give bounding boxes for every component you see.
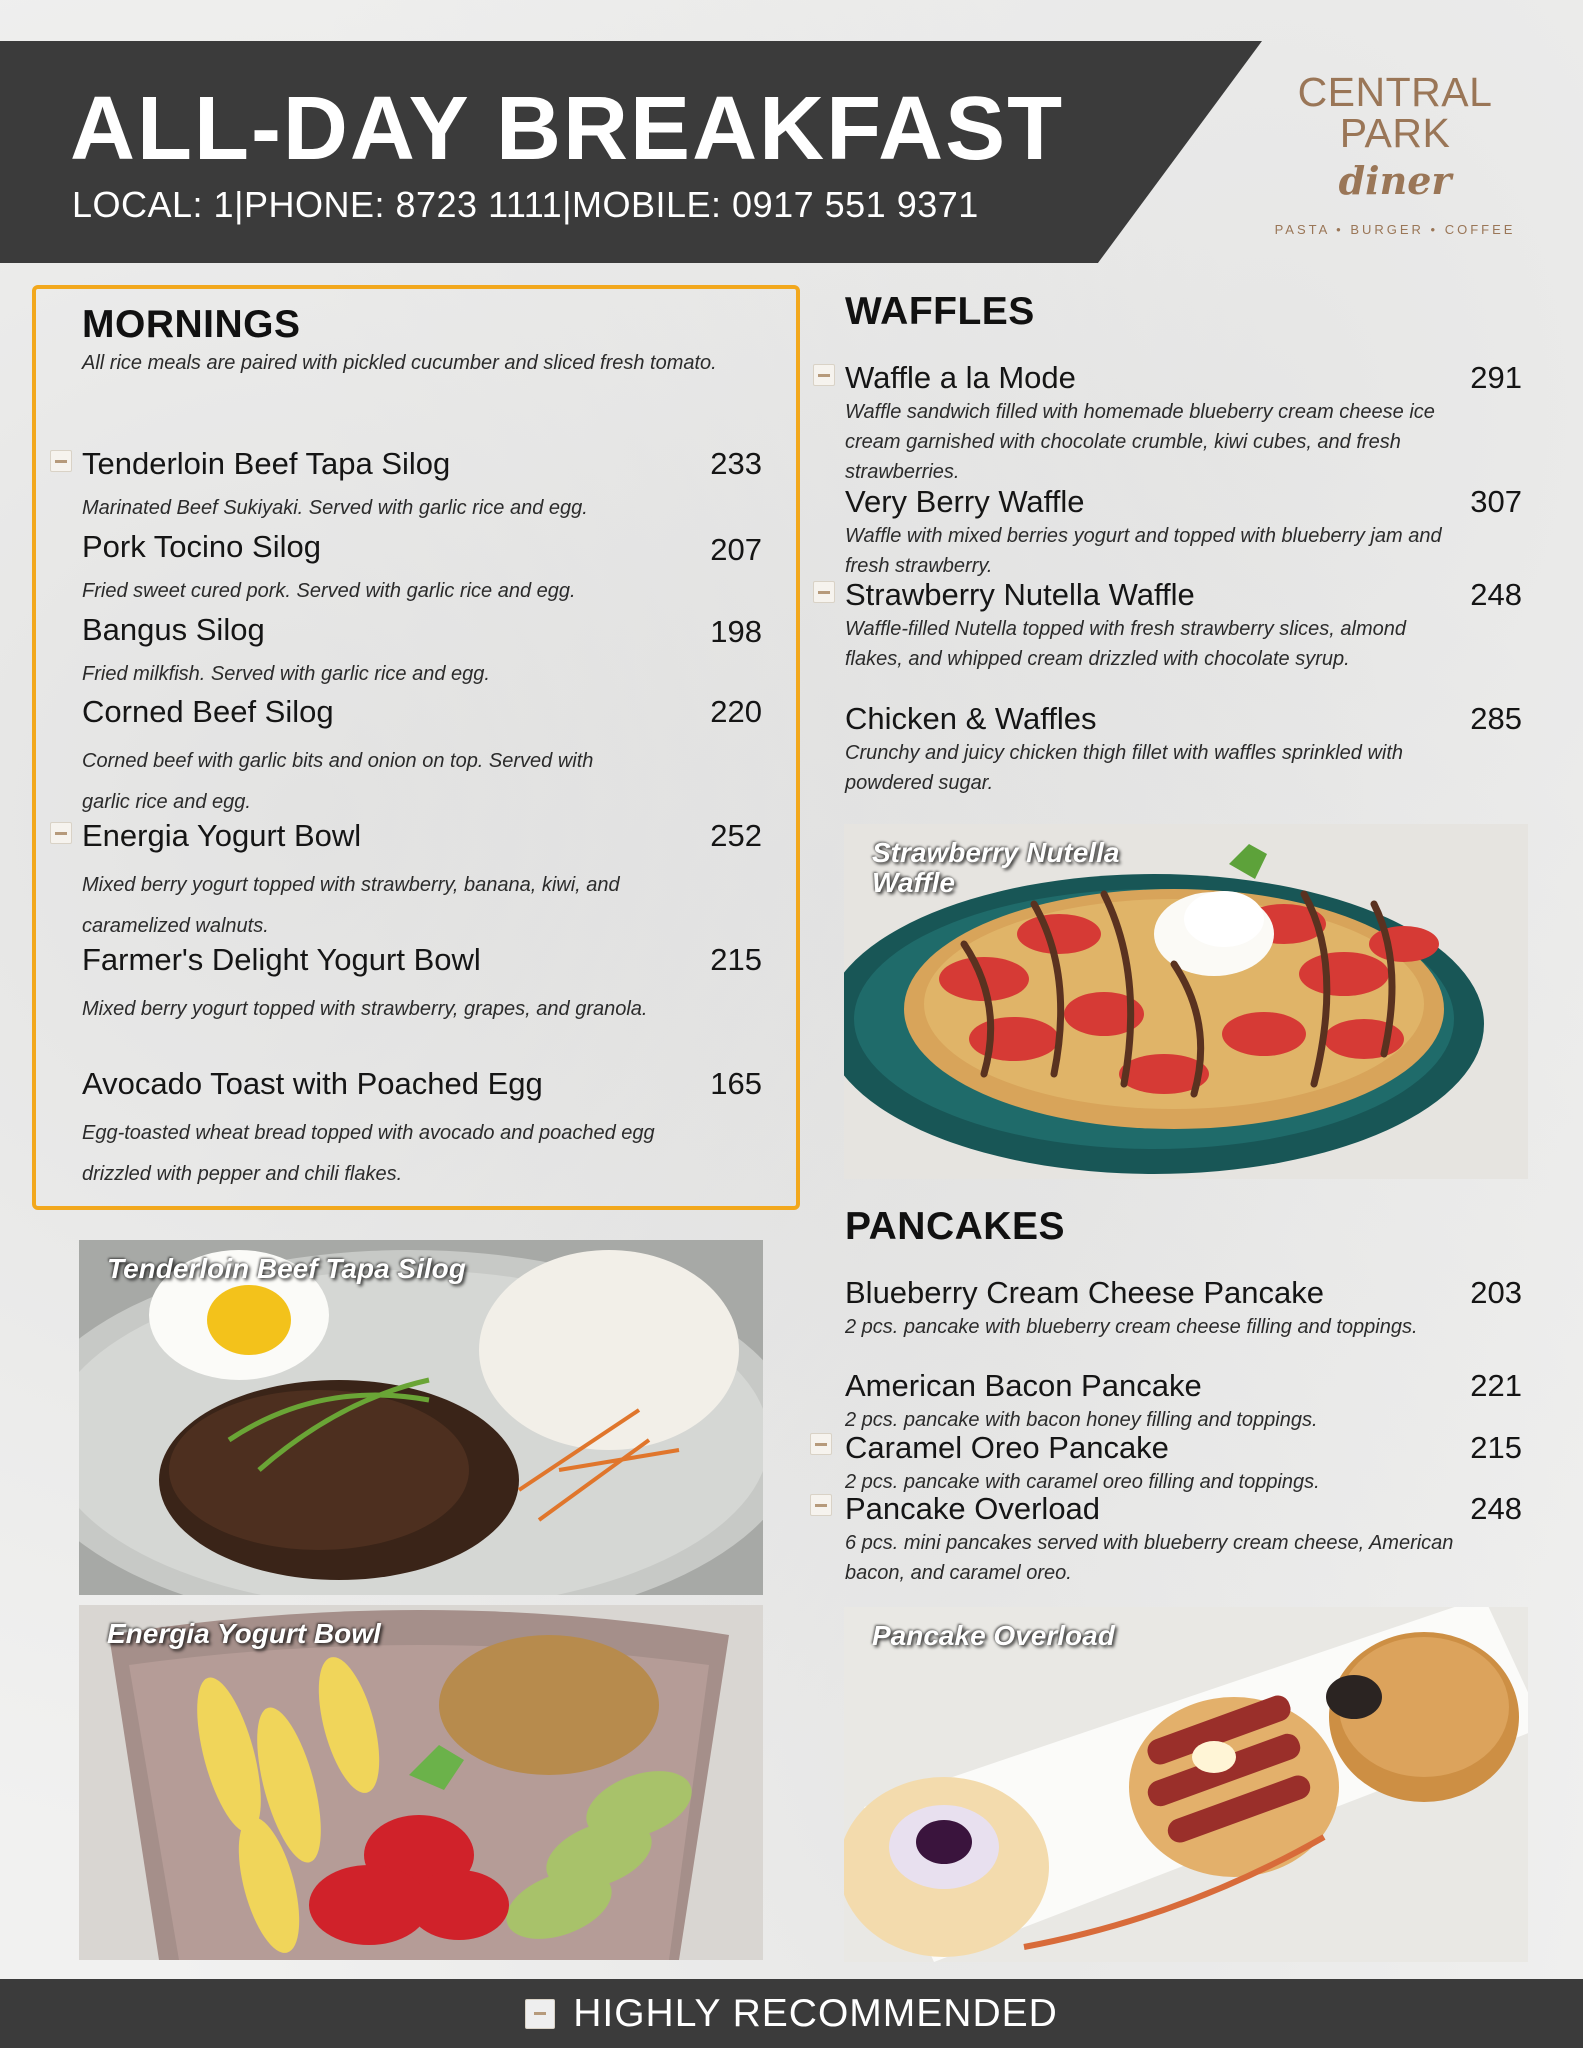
recommended-icon — [50, 822, 72, 844]
menu-item-name: Chicken & Waffles — [845, 701, 1097, 736]
caption-line: Waffle — [872, 867, 955, 898]
footer-bar — [0, 1979, 1583, 2048]
recommended-icon — [525, 1999, 555, 2029]
menu-item-name: Corned Beef Silog — [82, 694, 334, 729]
recommended-icon — [50, 450, 72, 472]
menu-item-price: 248 — [1470, 1491, 1522, 1526]
menu-item-price: 285 — [1470, 701, 1522, 736]
menu-item-price: 215 — [1470, 1430, 1522, 1465]
menu-item-name: Blueberry Cream Cheese Pancake — [845, 1275, 1325, 1310]
menu-item-name: Pancake Overload — [845, 1491, 1101, 1526]
contact-line — [72, 184, 979, 226]
logo-tagline: PASTA • BURGER • COFFEE — [1274, 222, 1516, 237]
menu-item-desc: Marinated Beef Sukiyaki. Served with garlic rice and egg. — [82, 497, 588, 519]
menu-item-desc: Waffle sandwich filled with homemade blueberry cream cheese ice cream garnished with chocolate crumble, kiwi cubes, and fresh strawberries. — [845, 401, 1435, 483]
pancakes-title: PANCAKES — [845, 1205, 1065, 1248]
phone-number: PHONE: 8723 1111 — [243, 184, 563, 225]
yogurt-illustration — [79, 1605, 763, 1960]
strawberry-nutella-waffle-photo — [844, 824, 1528, 1179]
menu-item-price: 203 — [1470, 1275, 1522, 1310]
menu-item-name: American Bacon Pancake — [845, 1368, 1202, 1403]
menu-item-desc: Egg-toasted wheat bread topped with avocado and poached egg drizzled with pepper and chili flakes. — [82, 1122, 655, 1185]
menu-item-desc: Fried sweet cured pork. Served with garlic rice and egg. — [82, 580, 576, 602]
photo-caption: Energia Yogurt Bowl — [107, 1618, 381, 1649]
recommended-icon — [810, 1433, 832, 1455]
separator: | — [562, 184, 572, 225]
menu-item-desc: 2 pcs. pancake with blueberry cream cheese filling and toppings. — [845, 1316, 1418, 1338]
menu-item-name: Pork Tocino Silog — [82, 529, 321, 564]
menu-item-desc: Waffle-filled Nutella topped with fresh strawberry slices, almond flakes, and whipped cream drizzled with chocolate syrup. — [845, 618, 1406, 670]
menu-item-price: 165 — [710, 1066, 762, 1101]
logo-central: CENTRAL — [1297, 69, 1493, 115]
brand-logo — [1260, 69, 1530, 252]
menu-item-price: 252 — [710, 818, 762, 853]
logo-park: PARK — [1339, 110, 1451, 156]
menu-item-price: 198 — [710, 614, 762, 649]
footer-label: HIGHLY RECOMMENDED — [573, 1991, 1058, 2035]
mobile-number: MOBILE: 0917 551 9371 — [572, 184, 979, 225]
menu-item-desc: 2 pcs. pancake with bacon honey filling and toppings. — [845, 1409, 1318, 1431]
menu-item-name: Bangus Silog — [82, 612, 265, 647]
caption-line: Strawberry Nutella — [872, 837, 1120, 868]
menu-item-name: Caramel Oreo Pancake — [845, 1430, 1169, 1465]
menu-item-desc: Corned beef with garlic bits and onion on top. Served with garlic rice and egg. — [82, 750, 594, 813]
recommended-icon — [813, 581, 835, 603]
menu-item-name: Very Berry Waffle — [845, 484, 1085, 519]
pancake-overload-photo — [844, 1607, 1528, 1962]
menu-item-desc: 2 pcs. pancake with caramel oreo filling and toppings. — [845, 1471, 1320, 1493]
tapa-illustration — [79, 1240, 763, 1595]
menu-item-desc: Crunchy and juicy chicken thigh fillet with waffles sprinkled with powdered sugar. — [845, 742, 1404, 794]
page-title: ALL-DAY BREAKFAST — [70, 79, 1065, 179]
menu-item-name: Farmer's Delight Yogurt Bowl — [82, 942, 481, 977]
menu-item-desc: Fried milkfish. Served with garlic rice and egg. — [82, 663, 490, 685]
tenderloin-beef-tapa-photo — [79, 1240, 763, 1595]
menu-item-name: Energia Yogurt Bowl — [82, 818, 362, 853]
waffles-title: WAFFLES — [845, 290, 1035, 333]
recommended-icon — [813, 364, 835, 386]
menu-item-desc: 6 pcs. mini pancakes served with blueberry cream cheese, American bacon, and caramel oreo. — [845, 1532, 1454, 1584]
menu-item-price: 215 — [710, 942, 762, 977]
photo-caption — [872, 838, 1119, 898]
recommended-icon — [810, 1494, 832, 1516]
menu-item-name: Waffle a la Mode — [845, 360, 1076, 395]
menu-item-price: 220 — [710, 694, 762, 729]
menu-item-price: 307 — [1470, 484, 1522, 519]
menu-item-name: Strawberry Nutella Waffle — [845, 577, 1195, 612]
photo-caption: Pancake Overload — [872, 1620, 1115, 1651]
mornings-note: All rice meals are paired with pickled cucumber and sliced fresh tomato. — [82, 352, 717, 374]
separator: | — [234, 184, 244, 225]
logo-diner: diner — [1338, 158, 1452, 203]
menu-item-desc: Waffle with mixed berries yogurt and topped with blueberry jam and fresh strawberry. — [845, 525, 1442, 577]
mornings-title: MORNINGS — [82, 303, 301, 346]
pancake-illustration — [844, 1607, 1528, 1962]
energia-yogurt-bowl-photo — [79, 1605, 763, 1960]
photo-caption: Tenderloin Beef Tapa Silog — [107, 1253, 466, 1284]
menu-item-name: Tenderloin Beef Tapa Silog — [82, 446, 451, 481]
menu-item-price: 248 — [1470, 577, 1522, 612]
menu-item-name: Avocado Toast with Poached Egg — [82, 1066, 543, 1101]
menu-item-price: 207 — [710, 532, 762, 567]
menu-item-price: 221 — [1470, 1368, 1522, 1403]
menu-item-price: 233 — [710, 446, 762, 481]
menu-item-desc: Mixed berry yogurt topped with strawberry, banana, kiwi, and caramelized walnuts. — [82, 874, 620, 937]
local-number: LOCAL: 1 — [72, 184, 235, 225]
menu-item-desc: Mixed berry yogurt topped with strawberry, grapes, and granola. — [82, 998, 648, 1020]
menu-item-price: 291 — [1470, 360, 1522, 395]
